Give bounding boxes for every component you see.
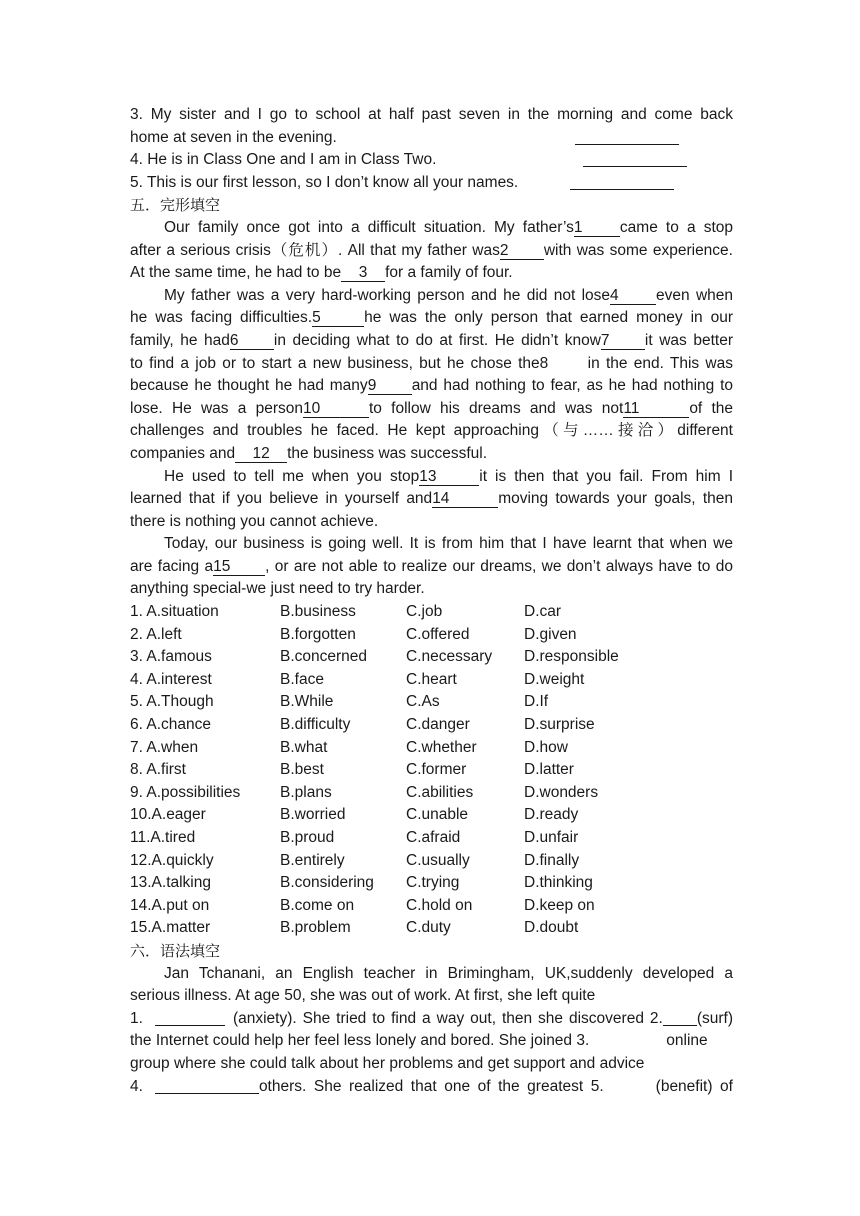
blank-13[interactable]: 13 — [419, 468, 479, 486]
text: 4. — [130, 1077, 143, 1095]
option-c[interactable]: C.As — [406, 693, 440, 711]
answer-line-5[interactable] — [570, 173, 674, 190]
option-d[interactable]: D.unfair — [524, 829, 579, 846]
option-d[interactable]: D.how — [524, 738, 568, 756]
answer-line-4[interactable] — [583, 150, 687, 167]
option-c[interactable]: C.afraid — [406, 829, 461, 846]
text: learned that if you believe in yourself and — [130, 490, 433, 508]
cloze-p2-line8 — [130, 443, 733, 466]
cloze-p2-line5 — [130, 375, 733, 398]
cloze-p2-line1 — [130, 285, 733, 308]
option-a[interactable]: 8. A.first — [130, 761, 186, 779]
section-heading-grammar: 六．语法填空 — [130, 941, 221, 960]
option-row-1 — [130, 601, 733, 624]
text: of the — [689, 399, 734, 417]
grammar-line4 — [130, 1030, 733, 1053]
option-row-6 — [130, 714, 733, 737]
cloze-p4-line1 — [130, 533, 733, 556]
option-c[interactable]: C.unable — [406, 806, 469, 824]
text: (benefit) of — [655, 1077, 733, 1095]
option-b[interactable]: B.considering — [280, 874, 374, 892]
option-d[interactable]: D.ready — [524, 806, 579, 824]
option-row-10 — [130, 804, 733, 827]
text: family, he had — [130, 331, 230, 349]
translation-item-3 — [130, 104, 733, 127]
option-row-12 — [130, 850, 733, 873]
option-a[interactable]: 4. A.interest — [130, 670, 212, 688]
option-a[interactable]: 2. A.left — [130, 625, 182, 643]
text: in deciding what to do at first. He didn’t know — [273, 331, 601, 349]
text: challenges and troubles he faced. He kept approaching（与……接洽）different — [130, 422, 733, 440]
option-c[interactable]: C.necessary — [406, 648, 493, 666]
option-c[interactable]: C.abilities — [406, 783, 474, 801]
option-b[interactable]: B.come on — [280, 896, 355, 914]
option-a[interactable]: 14.A.put on — [130, 896, 210, 914]
option-b[interactable]: B.face — [280, 670, 324, 688]
option-a[interactable]: 10.A.eager — [130, 806, 206, 824]
blank-14[interactable]: 14 — [432, 490, 498, 508]
option-d[interactable]: D.surprise — [524, 716, 595, 734]
text: are facing a — [130, 557, 214, 575]
option-d[interactable]: D.car — [524, 603, 562, 621]
option-c[interactable]: C.trying — [406, 874, 460, 892]
cloze-p2-line7 — [130, 420, 733, 443]
option-row-14 — [130, 895, 733, 918]
grammar-line1 — [130, 963, 733, 986]
option-a[interactable]: 15.A.matter — [130, 919, 211, 937]
text: for a family of four. — [385, 264, 513, 282]
blank-5[interactable]: 5 — [312, 309, 364, 327]
grammar-line3 — [130, 1008, 733, 1031]
cloze-p2-line3 — [130, 330, 733, 353]
grammar-line5 — [130, 1053, 733, 1076]
text: serious illness. At age 50, she was out of work. At first, she left quite — [130, 987, 596, 1005]
text: lose. He was a person — [130, 399, 303, 417]
option-b[interactable]: B.what — [280, 738, 328, 756]
translation-item-5 — [130, 172, 733, 195]
option-b[interactable]: B.plans — [280, 783, 332, 801]
blank-15[interactable]: 15 — [213, 558, 265, 576]
option-a[interactable]: 7. A.when — [130, 738, 199, 756]
option-a[interactable]: 5. A.Though — [130, 693, 214, 711]
text: group where she could talk about her problems and get support and advice — [130, 1054, 645, 1072]
text: after a serious crisis（危机）. All that my father was — [130, 241, 500, 259]
cloze-p2-line6 — [130, 398, 733, 421]
text: others. She realized that one of the greatest 5. — [258, 1077, 604, 1095]
option-d[interactable]: D.responsible — [524, 648, 619, 666]
blank-3[interactable]: 3 — [341, 264, 385, 282]
option-a[interactable]: 9. A.possibilities — [130, 783, 241, 801]
translation-item-5-text: 5. This is our first lesson, so I don’t know all your names. — [130, 173, 519, 191]
option-c[interactable]: C.danger — [406, 716, 470, 734]
option-a[interactable]: 11.A.tired — [130, 829, 196, 846]
text: he was facing difficulties. — [130, 309, 313, 327]
option-c[interactable]: C.former — [406, 761, 467, 779]
text: anything special-we just need to try harder. — [130, 580, 425, 598]
grammar-line6 — [130, 1076, 733, 1099]
text: and had nothing to fear, as he had nothing to — [411, 377, 734, 395]
option-b[interactable]: B.entirely — [280, 851, 345, 869]
cloze-p2-line2 — [130, 307, 733, 330]
option-b[interactable]: B.proud — [280, 829, 335, 846]
option-b[interactable]: B.business — [280, 603, 356, 621]
blank-2[interactable]: 2 — [500, 242, 544, 260]
option-c[interactable]: C.job — [406, 603, 443, 621]
cloze-p4-line2 — [130, 556, 733, 579]
answer-line-3[interactable] — [575, 128, 679, 145]
grammar-blank-2[interactable] — [663, 1009, 697, 1026]
translation-item-4 — [130, 149, 733, 172]
text: My father was a very hard-working person and he did not lose — [164, 286, 611, 304]
text: 1. — [130, 1009, 143, 1027]
option-row-15 — [130, 917, 733, 940]
cloze-p1-line3 — [130, 262, 733, 285]
blank-11[interactable]: 11 — [623, 400, 689, 418]
text: (anxiety). She tried to find a way out, then she discovered 2. — [232, 1009, 663, 1027]
option-c[interactable]: C.whether — [406, 738, 477, 756]
option-row-9 — [130, 782, 733, 805]
option-d[interactable]: D.doubt — [524, 919, 579, 937]
blank-10[interactable]: 10 — [303, 400, 369, 418]
document-content — [130, 104, 733, 1098]
blank-6[interactable]: 6 — [230, 332, 274, 350]
text: (surf) — [696, 1009, 733, 1027]
translation-item-3-text-cont: home at seven in the evening. — [130, 128, 337, 146]
option-b[interactable]: B.worried — [280, 806, 346, 824]
option-b[interactable]: B.difficulty — [280, 716, 351, 734]
text: came to a stop — [619, 218, 733, 236]
option-a[interactable]: 1. A.situation — [130, 603, 219, 621]
grammar-line2 — [130, 985, 733, 1008]
blank-8[interactable]: 8 — [539, 354, 549, 372]
option-a[interactable]: 6. A.chance — [130, 716, 212, 734]
text: it was better — [644, 331, 733, 349]
cloze-p4-line3 — [130, 578, 733, 601]
option-row-8 — [130, 759, 733, 782]
text: to follow his dreams and was not — [369, 399, 624, 417]
section-heading-cloze: 五．完形填空 — [130, 196, 221, 215]
text: with was some experience. — [543, 241, 733, 259]
text: there is nothing you cannot achieve. — [130, 512, 379, 530]
blank-7[interactable]: 7 — [601, 332, 645, 350]
option-c[interactable]: C.offered — [406, 625, 470, 643]
option-a[interactable]: 13.A.talking — [130, 874, 211, 892]
text: he was the only person that earned money in our — [364, 309, 734, 327]
option-b[interactable]: B.concerned — [280, 648, 368, 666]
option-d[interactable]: D.thinking — [524, 874, 593, 892]
text: the business was successful. — [287, 444, 487, 462]
text: the Internet could help her feel less lonely and bored. She joined 3. — [130, 1032, 590, 1050]
text: even when — [656, 286, 733, 304]
text: to find a job or to start a new business, but he chose the — [130, 354, 540, 372]
option-c[interactable]: C.duty — [406, 919, 451, 937]
translation-item-3-text: 3. My sister and I go to school at half past seven in the morning and come back — [130, 106, 733, 123]
option-row-7 — [130, 737, 733, 760]
cloze-p2-line4 — [130, 353, 733, 376]
option-b[interactable]: B.best — [280, 761, 324, 779]
option-row-11 — [130, 827, 733, 850]
option-d[interactable]: D.latter — [524, 761, 574, 779]
blank-4[interactable]: 4 — [610, 287, 656, 305]
blank-1[interactable]: 1 — [574, 219, 620, 237]
option-a[interactable]: 12.A.quickly — [130, 851, 214, 869]
text: companies and — [130, 444, 236, 462]
option-b[interactable]: B.forgotten — [280, 625, 356, 643]
cloze-p3-line1 — [130, 466, 733, 489]
option-d[interactable]: D.weight — [524, 670, 585, 688]
text: At the same time, he had to be — [130, 264, 342, 282]
blank-9[interactable]: 9 — [368, 377, 412, 395]
option-b[interactable]: B.While — [280, 693, 334, 711]
option-row-3 — [130, 646, 733, 669]
cloze-p3-line2 — [130, 488, 733, 511]
translation-item-3-cont — [130, 127, 733, 150]
translation-item-4-text: 4. He is in Class One and I am in Class Two. — [130, 151, 437, 169]
grammar-blank-1[interactable] — [155, 1009, 225, 1026]
text: Today, our business is going well. It is from him that I have learnt that when we — [164, 535, 733, 553]
text: it is then that you fail. From him I — [479, 467, 733, 485]
cloze-options — [130, 601, 733, 940]
option-d[interactable]: D.given — [524, 625, 577, 643]
option-c[interactable]: C.heart — [406, 670, 457, 688]
text: He used to tell me when you stop — [164, 467, 420, 485]
text: , or are not able to realize our dreams, we don’t always have to do — [265, 557, 733, 575]
option-c[interactable]: C.hold on — [406, 896, 473, 914]
option-d[interactable]: D.If — [524, 693, 549, 711]
option-d[interactable]: D.finally — [524, 851, 580, 869]
text: Jan Tchanani, an English teacher in Brimingham, UK,suddenly developed a — [164, 964, 733, 982]
option-a[interactable]: 3. A.famous — [130, 648, 212, 666]
option-row-4 — [130, 669, 733, 692]
option-row-2 — [130, 624, 733, 647]
option-b[interactable]: B.problem — [280, 919, 351, 937]
option-row-5 — [130, 691, 733, 714]
text: in the end. This was — [587, 354, 733, 372]
text: Our family once got into a difficult situation. My father’s — [164, 218, 574, 236]
option-c[interactable]: C.usually — [406, 851, 470, 869]
option-d[interactable]: D.wonders — [524, 783, 599, 801]
grammar-blank-4[interactable] — [155, 1077, 259, 1094]
text: because he thought he had many — [130, 377, 368, 395]
blank-12[interactable]: 12 — [235, 445, 287, 463]
cloze-p1-line1 — [130, 217, 733, 240]
cloze-p1-line2 — [130, 240, 733, 263]
option-d[interactable]: D.keep on — [524, 896, 595, 914]
text: online — [666, 1032, 708, 1050]
cloze-p3-line3 — [130, 511, 733, 534]
text: moving towards your goals, then — [498, 490, 733, 508]
option-row-13 — [130, 872, 733, 895]
